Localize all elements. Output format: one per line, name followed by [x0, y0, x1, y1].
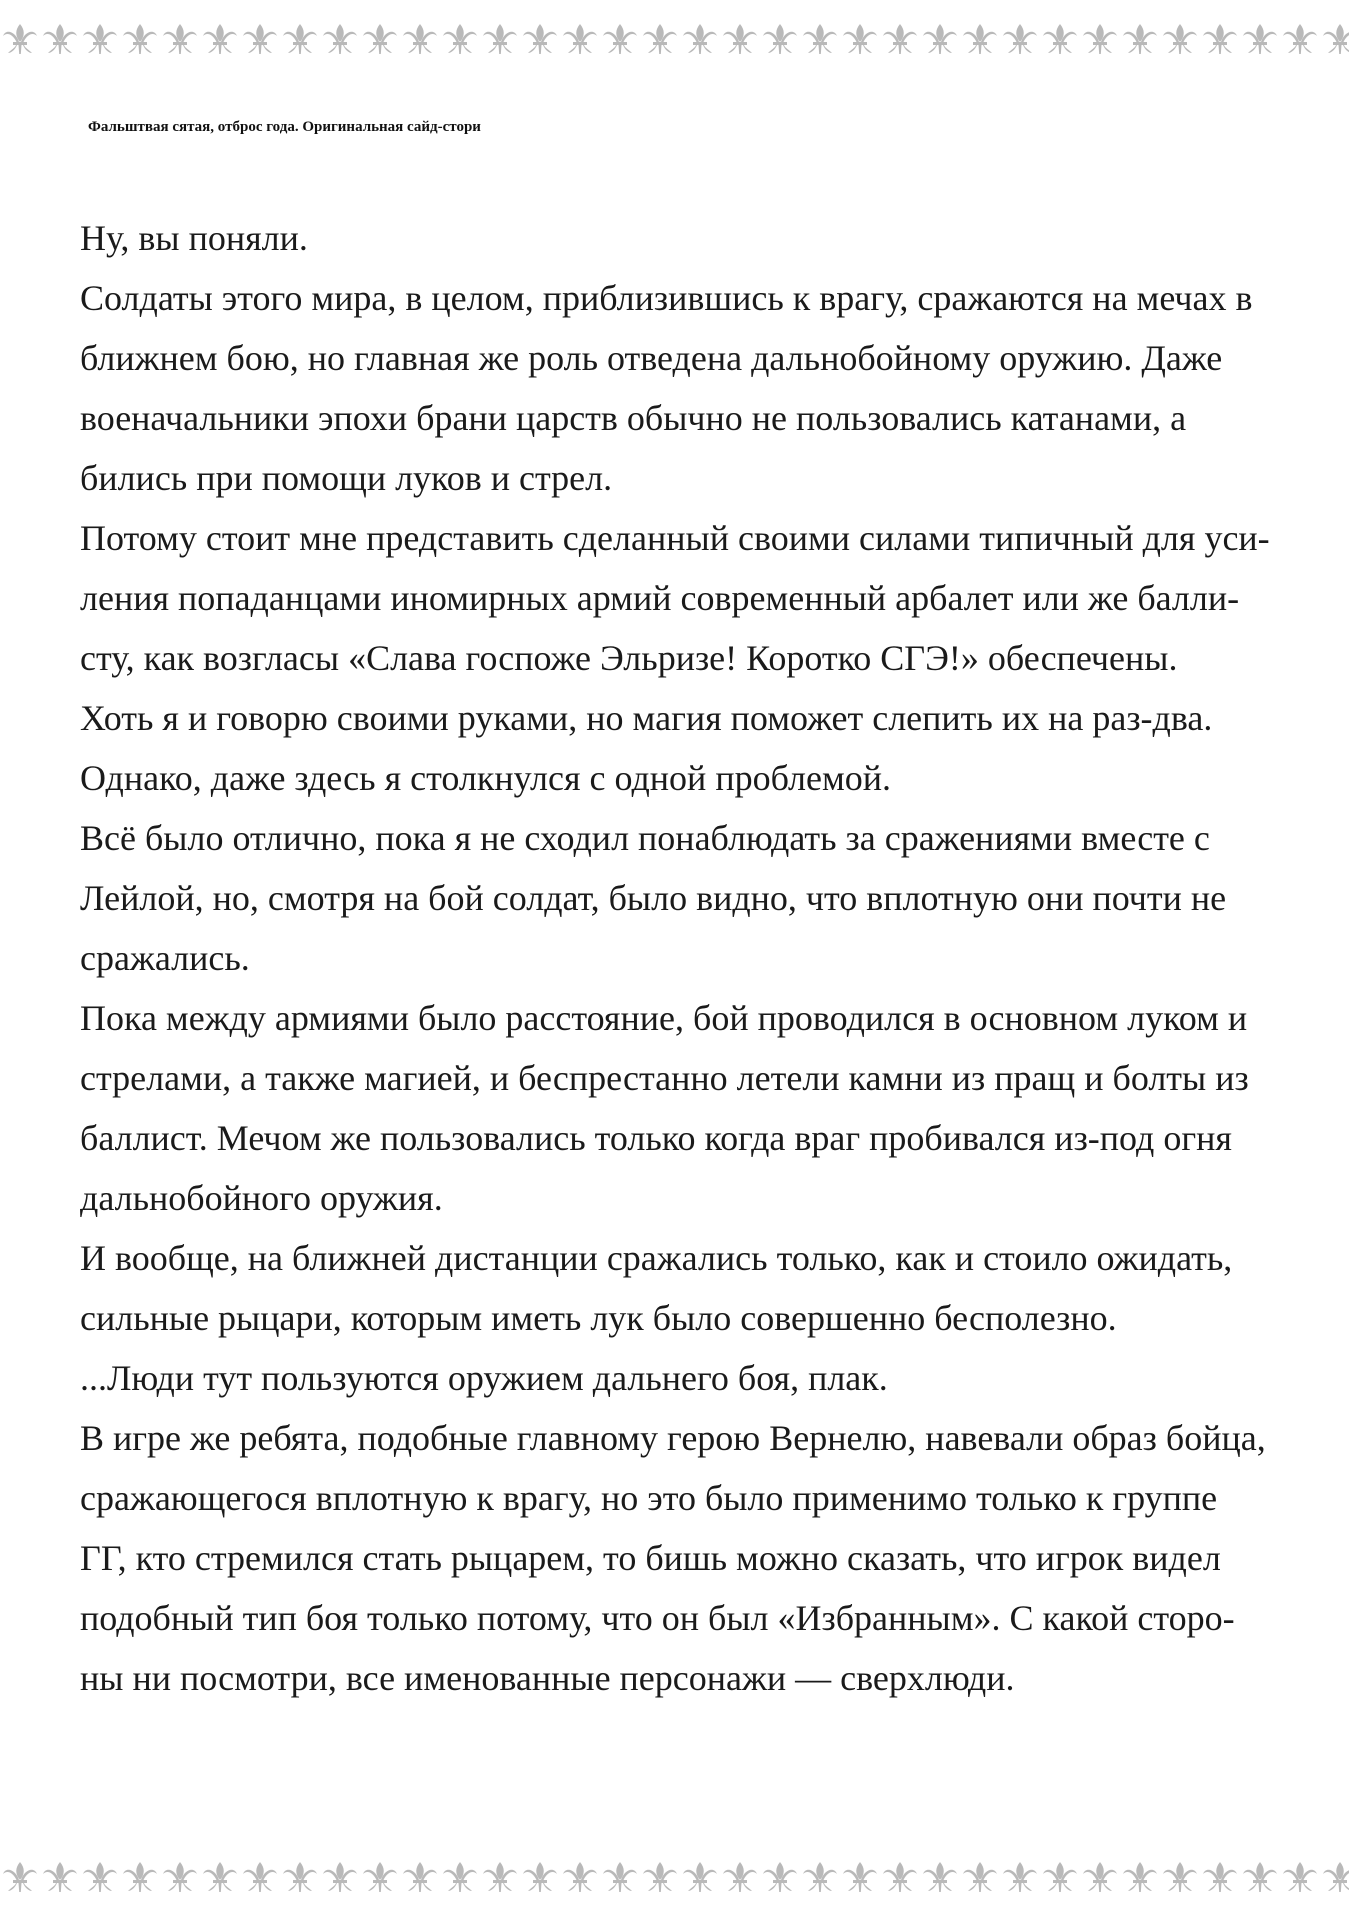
text-line: сильные рыцари, которым иметь лук было совершенно бесполезно. [80, 1298, 1117, 1338]
fleur-de-lis-icon [0, 22, 1349, 58]
text-line: стрелами, а также магией, и беспрестанно летели камни из пращ и болты из [80, 1058, 1249, 1098]
running-header: Фальштвая сятая, отброс года. Оригинальная сайд-стори [88, 119, 481, 135]
text-line: Всё было отлично, пока я не сходил понаблюдать за сражениями вместе с [80, 818, 1210, 858]
text-line: И вообще, на ближней дистанции сражались только, как и стоило ожидать, [80, 1238, 1233, 1278]
text-line: ...Люди тут пользуются оружием дальнего боя, плак. [80, 1358, 888, 1398]
text-line: баллист. Мечом же пользовались только когда враг пробивался из-под огня [80, 1118, 1232, 1158]
text-line: Лейлой, но, смотря на бой солдат, было видно, что вплотную они почти не [80, 878, 1227, 918]
top-ornament-border [0, 22, 1349, 58]
text-line: ны ни посмотри, все именованные персонажи — сверхлюди. [80, 1658, 1015, 1698]
text-line: сту, как возгласы «Слава госпоже Эльризе! Коротко СГЭ!» обеспечены. [80, 638, 1178, 678]
text-line: Ну, вы поняли. [80, 218, 308, 258]
text-line: ления попаданцами иномирных армий современный арбалет или же балли- [80, 578, 1240, 618]
body-text [80, 208, 1280, 1708]
text-line: дальнобойного оружия. [80, 1178, 443, 1218]
text-line: ГГ, кто стремился стать рыцарем, то бишь можно сказать, что игрок видел [80, 1538, 1221, 1578]
text-line: бились при помощи луков и стрел. [80, 458, 613, 498]
fleur-de-lis-icon [0, 1860, 1349, 1896]
text-line: сражались. [80, 938, 250, 978]
text-line: подобный тип боя только потому, что он был «Избранным». С какой сторо- [80, 1598, 1235, 1638]
text-line: В игре же ребята, подобные главному герою Вернелю, навевали образ бойца, [80, 1418, 1266, 1458]
text-line: Хоть я и говорю своими руками, но магия поможет слепить их на раз-два. [80, 698, 1213, 738]
text-line: ближнем бою, но главная же роль отведена дальнобойному оружию. Даже [80, 338, 1223, 378]
text-line: Солдаты этого мира, в целом, приблизившись к врагу, сражаются на мечах в [80, 278, 1253, 318]
text-line: Однако, даже здесь я столкнулся с одной проблемой. [80, 758, 892, 798]
text-line: военачальники эпохи брани царств обычно не пользовались катанами, а [80, 398, 1187, 438]
text-line: сражающегося вплотную к врагу, но это было применимо только к группе [80, 1478, 1218, 1518]
text-line: Потому стоит мне представить сделанный своими силами типичный для уси- [80, 518, 1270, 558]
bottom-ornament-border [0, 1860, 1349, 1896]
text-line: Пока между армиями было расстояние, бой проводился в основном луком и [80, 998, 1248, 1038]
